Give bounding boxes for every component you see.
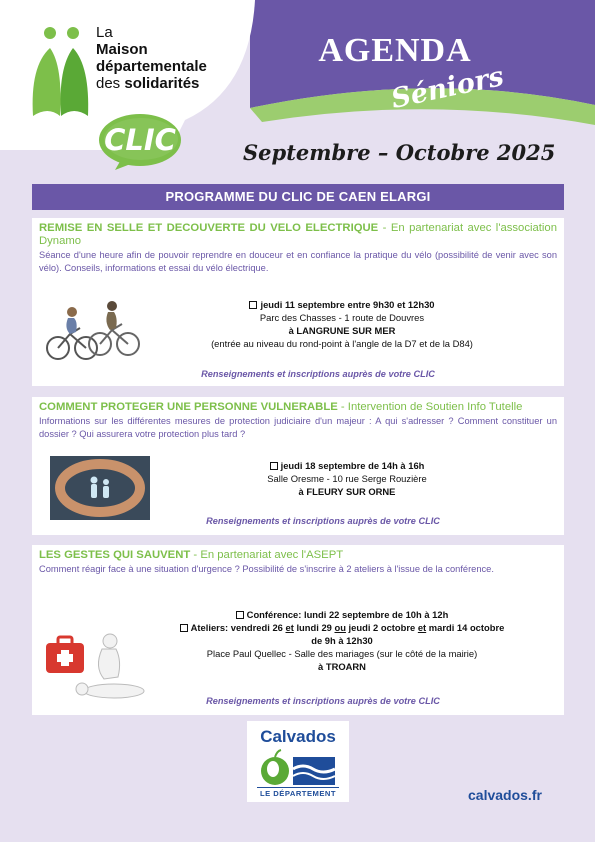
logo-departementale: départementale <box>96 58 207 75</box>
event-description: Séance d'une heure afin de pouvoir reprendre en douceur et en confiance la pratique du vélo (possibilité de venir avec son vélo). Conseils, informations et essai du vélo électrique. <box>39 250 557 273</box>
event-title-main: REMISE EN SELLE ET DECOUVERTE DU VELO ELECTRIQUE <box>39 222 379 234</box>
event-city: à FLEURY SUR ORNE <box>298 486 396 497</box>
event-card-velo <box>32 218 564 386</box>
checkbox-icon <box>270 462 278 470</box>
checkbox-icon <box>236 611 244 619</box>
event-title <box>39 549 557 562</box>
cyclists-image-icon <box>44 298 142 362</box>
event-details <box>122 608 562 673</box>
event-info: Renseignements et inscriptions auprès de votre CLIC <box>201 369 435 379</box>
website-link[interactable]: calvados.fr <box>468 787 542 803</box>
logo-solidarites: solidarités <box>124 75 200 92</box>
agenda-title: AGENDA <box>318 32 472 69</box>
event-title <box>39 401 557 414</box>
event-city: à LANGRUNE SUR MER <box>288 325 396 336</box>
calvados-logo <box>247 721 349 802</box>
apple-wave-icon <box>259 749 337 787</box>
event-conference: Conférence: lundi 22 septembre de 10h à 12h <box>246 609 449 620</box>
ateliers-part1: Ateliers: vendredi 26 <box>190 622 286 633</box>
ateliers-part2: lundi 29 <box>293 622 335 633</box>
checkbox-icon <box>249 301 257 309</box>
event-title-main: LES GESTES QUI SAUVENT <box>39 549 191 561</box>
maison-logo-icon <box>30 26 92 124</box>
event-title-suffix: - En partenariat avec l'association Dynamo <box>39 222 557 247</box>
event-description: Comment réagir face à une situation d'urgence ? Possibilité de s'inscrire à 2 ateliers à l'issue de la conférence. <box>39 564 494 574</box>
ateliers-et1: et <box>285 622 294 633</box>
ateliers-part4: mardi 14 octobre <box>426 622 505 633</box>
seniors-subtitle: Séniors <box>388 60 507 115</box>
event-place: Salle Oresme - 10 rue Serge Rouzière <box>267 473 427 484</box>
event-details <box>132 298 552 350</box>
ateliers-ou: ou <box>334 622 346 633</box>
event-place: Parc des Chasses - 1 route de Douvres <box>259 312 425 323</box>
logo-des: des <box>96 75 121 92</box>
event-details <box>172 459 522 498</box>
calvados-wordmark: Calvados <box>260 727 336 746</box>
event-place: Place Paul Quellec - Salle des mariages (sur le côté de la mairie) <box>206 648 478 659</box>
event-card-protection <box>32 397 564 535</box>
event-card-gestes <box>32 545 564 715</box>
maison-logo-text <box>96 24 207 92</box>
hands-protection-image-icon <box>50 456 150 520</box>
event-title-suffix: - Intervention de Soutien Info Tutelle <box>337 401 523 413</box>
logo-la: La <box>96 24 113 41</box>
event-date: jeudi 11 septembre entre 9h30 et 12h30 <box>260 299 435 310</box>
event-title-suffix: - En partenariat avec l'ASEPT <box>190 549 344 561</box>
event-title <box>39 222 557 248</box>
departement-label: LE DÉPARTEMENT <box>259 789 337 798</box>
program-title-bar: PROGRAMME DU CLIC DE CAEN ELARGI <box>32 184 564 210</box>
event-note: (entrée au niveau du rond-point à l'angle de la D7 et de la D84) <box>211 338 473 349</box>
period-dates: Septembre – Octobre 2025 <box>243 140 556 165</box>
logo-maison: Maison <box>96 41 148 58</box>
event-title-main: COMMENT PROTEGER UNE PERSONNE VULNERABLE <box>39 401 338 413</box>
event-info: Renseignements et inscriptions auprès de votre CLIC <box>206 696 440 706</box>
event-description: Informations sur les différentes mesures de protection judiciaire d'un majeur : A qui s'adresser ? Comment constituer un dossier ? Qui assurera votre protection plus tard ? <box>39 416 557 439</box>
clic-logo-text: CLIC <box>104 123 176 157</box>
clic-logo <box>97 113 183 171</box>
checkbox-icon <box>180 624 188 632</box>
clic-bubble-icon <box>97 113 183 171</box>
event-city: à TROARN <box>318 661 366 672</box>
logo-divider <box>257 787 339 788</box>
ateliers-et2: et <box>417 622 427 633</box>
event-info: Renseignements et inscriptions auprès de votre CLIC <box>206 516 440 526</box>
ateliers-part3: jeudi 2 octobre <box>345 622 418 633</box>
event-hours: de 9h à 12h30 <box>311 635 373 646</box>
event-date: jeudi 18 septembre de 14h à 16h <box>280 460 425 471</box>
